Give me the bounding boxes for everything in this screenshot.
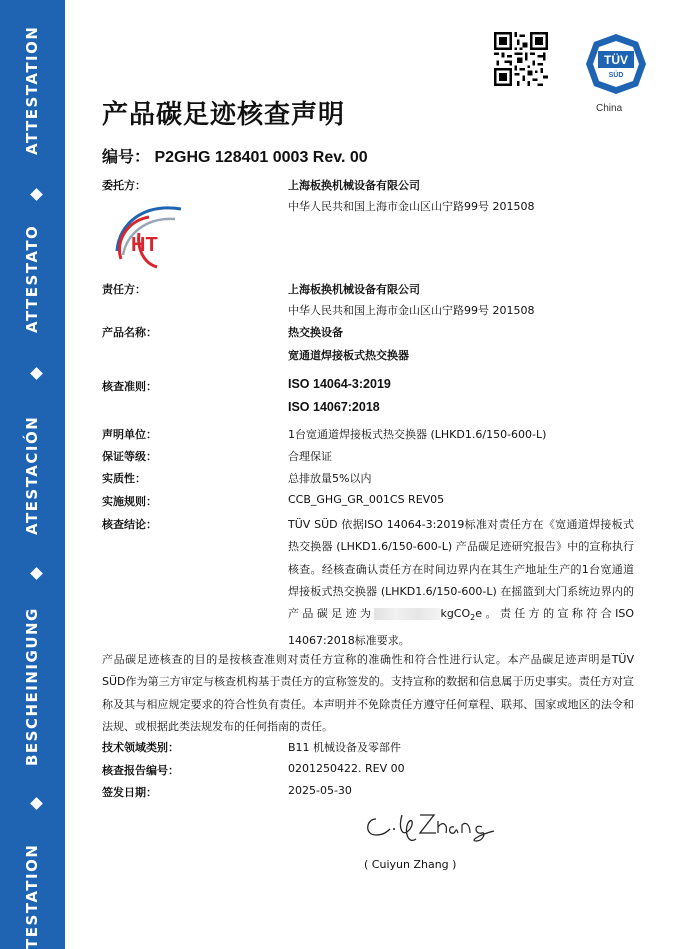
responsible-label: 责任方： xyxy=(102,283,146,296)
certificate-number: 编号： P2GHG 128401 0003 Rev. 00 xyxy=(102,149,368,166)
assurance-value: 合理保证 xyxy=(288,450,332,463)
issue-date-label: 签发日期： xyxy=(102,786,157,799)
conclusion-unit-e: e xyxy=(475,607,483,621)
side-word-4: BESCHEINIGUNG xyxy=(23,607,41,766)
client-label: 委托方： xyxy=(102,179,146,192)
diamond-icon xyxy=(30,567,43,580)
criteria-label: 核查准则： xyxy=(102,380,157,393)
client-name: 上海板换机械设备有限公司 xyxy=(288,179,420,192)
product-line2: 宽通道焊接板式热交换器 xyxy=(288,349,409,362)
product-line1: 热交换设备 xyxy=(288,326,343,339)
tech-field-value: B11 机械设备及零部件 xyxy=(288,741,402,754)
conclusion-part2: 。责任方的宣称符合ISO 14067:2018标准要求。 xyxy=(288,607,634,647)
unit-value: 1台宽通道焊接板式热交换器 (LHKD1.6/150-600-L) xyxy=(288,428,547,441)
tuv-country: China xyxy=(596,103,623,114)
unit-label: 声明单位： xyxy=(102,428,157,441)
rules-value: CCB_GHG_GR_001CS REV05 xyxy=(288,493,445,506)
diamond-icon xyxy=(30,797,43,810)
side-word-1: ATTESTATION xyxy=(23,25,41,155)
diamond-icon xyxy=(30,188,43,201)
issue-date-value: 2025-05-30 xyxy=(288,784,352,797)
redacted-value xyxy=(374,608,440,620)
report-no-value: 0201250422. REV 00 xyxy=(288,762,405,775)
client-logo xyxy=(109,193,189,273)
tuv-sud-logo xyxy=(584,32,648,96)
side-word-5: TESTATION xyxy=(23,843,41,949)
sud-text: SÜD xyxy=(608,72,624,79)
product-label: 产品名称： xyxy=(102,326,157,339)
diamond-icon xyxy=(30,367,43,380)
conclusion-label: 核查结论： xyxy=(102,518,157,531)
materiality-label: 实质性： xyxy=(102,472,146,485)
conclusion-unit-sub: 2 xyxy=(470,613,476,623)
conclusion-text xyxy=(288,514,634,652)
signatory-name: ( Cuiyun Zhang ) xyxy=(364,858,457,871)
client-address: 中华人民共和国上海市金山区山宁路99号 201508 xyxy=(288,200,535,213)
signature xyxy=(362,805,502,845)
assurance-label: 保证等级： xyxy=(102,450,157,463)
conclusion-unit: kgCO xyxy=(440,607,471,621)
tuv-text: TÜV xyxy=(604,53,628,67)
responsible-address: 中华人民共和国上海市金山区山宁路99号 201508 xyxy=(288,304,535,317)
side-banner xyxy=(0,0,65,949)
side-word-3: ATESTACIÓN xyxy=(23,415,41,535)
conclusion-part1: TÜV SÜD 依据ISO 14064-3:2019标准对责任方在《宽通道焊接板式热交换器 (LHKD1.6/150-600-L) 产品碳足迹研究报告》中的宣称执行核查。经核查确认责任方在时间边界内在其生产地址生产的1台宽通道焊接板式热交换器 (LHKD1.6/150-600-L) 在摇篮到大门系统边界内的产品碳足迹为 xyxy=(288,518,634,621)
responsible-name: 上海板换机械设备有限公司 xyxy=(288,283,420,296)
rules-label: 实施规则： xyxy=(102,495,157,508)
materiality-value: 总排放量5%以内 xyxy=(288,472,372,485)
purpose-paragraph: 产品碳足迹核查的目的是按核查准则对责任方宣称的准确性和符合性进行认定。本产品碳足迹声明是TÜV SÜD作为第三方审定与核查机构基于责任方的宣称签发的。支持宣称的数据和信息属于历史事实。责任方对宣称及其与相应规定要求的符合性负有责任。本声明并不免除责任方遵守任何章程、联邦、国家或地区的法令和法规、或根据此类法规发布的任何指南的责任。 xyxy=(102,653,634,733)
criteria-std1: ISO 14064-3:2019 xyxy=(288,377,391,391)
report-no-label: 核查报告编号： xyxy=(102,764,179,777)
tech-field-label: 技术领域类别： xyxy=(102,741,179,754)
client-logo-text: HT xyxy=(131,234,158,256)
qr-code-icon xyxy=(494,32,548,86)
page-title: 产品碳足迹核查声明 xyxy=(102,100,346,130)
criteria-std2: ISO 14067:2018 xyxy=(288,400,380,414)
side-word-2: ATTESTATO xyxy=(23,224,41,333)
